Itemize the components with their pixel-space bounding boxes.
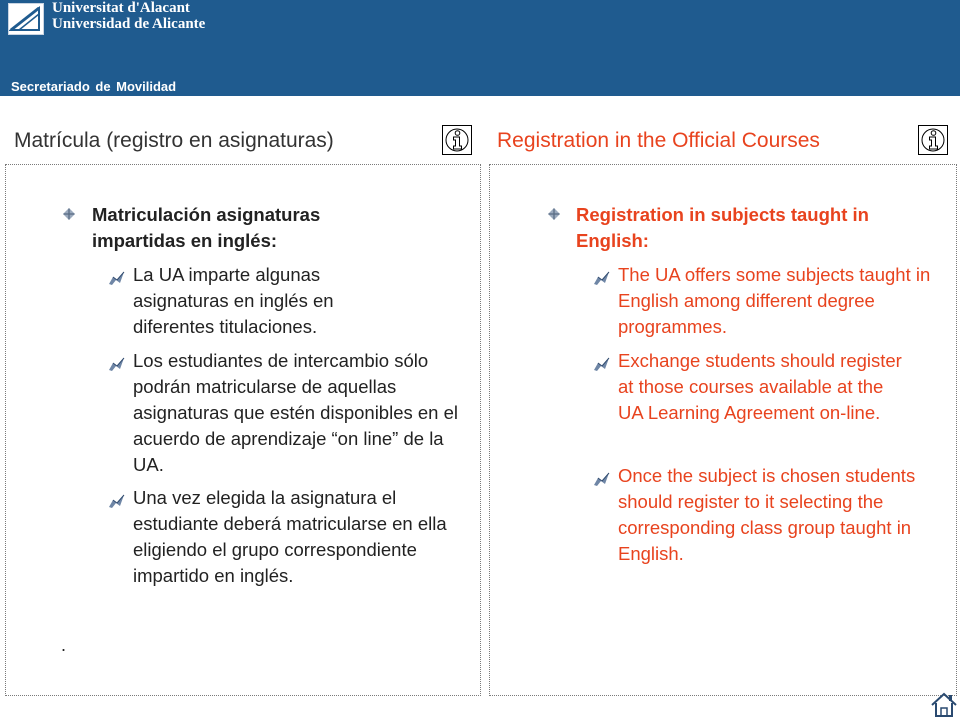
info-icon[interactable]: [918, 125, 948, 155]
spanish-item-1: La UA imparte algunas asignaturas en inglés en diferentes titulaciones.: [133, 264, 334, 337]
english-item-3: Once the subject is chosen students should register to it selecting the corresponding class group taught in English.: [618, 465, 916, 564]
department-name: Secretariado de Movilidad: [11, 79, 177, 94]
spanish-item-3: Una vez elegida la asignatura el estudiante deberá matricularse en ella eligiendo el grupo correspondiente impartido en inglés.: [133, 487, 447, 586]
home-icon[interactable]: [930, 692, 958, 718]
english-column-title: Registration in the Official Courses: [497, 129, 820, 152]
university-name-valencian: Universitat d'Alacant: [52, 0, 190, 16]
arrow-bullet-icon: [109, 494, 125, 508]
english-item-2: Exchange students should register at those courses available at the UA Learning Agreement on-line.: [618, 350, 902, 423]
university-logo-icon: [8, 3, 44, 35]
diamond-bullet-icon: [63, 208, 75, 220]
university-name-spanish: Universidad de Alicante: [52, 16, 206, 32]
spanish-heading: Matriculación asignaturas impartidas en inglés:: [92, 204, 321, 251]
trailing-period: .: [61, 635, 67, 655]
diamond-bullet-icon: [548, 208, 560, 220]
arrow-bullet-icon: [594, 472, 610, 486]
spanish-column-title: Matrícula (registro en asignaturas): [14, 129, 334, 152]
english-item-1: The UA offers some subjects taught in English among different degree programmes.: [618, 264, 931, 337]
arrow-bullet-icon: [109, 357, 125, 371]
spanish-item-2: Los estudiantes de intercambio sólo podrán matricularse de aquellas asignaturas que estén disponibles en el acuerdo de aprendizaje “on line” de la UA.: [133, 350, 459, 475]
arrow-bullet-icon: [594, 271, 610, 285]
english-heading: Registration in subjects taught in English:: [576, 204, 869, 251]
info-icon[interactable]: [442, 125, 472, 155]
arrow-bullet-icon: [109, 271, 125, 285]
header-banner: [0, 0, 960, 96]
arrow-bullet-icon: [594, 357, 610, 371]
